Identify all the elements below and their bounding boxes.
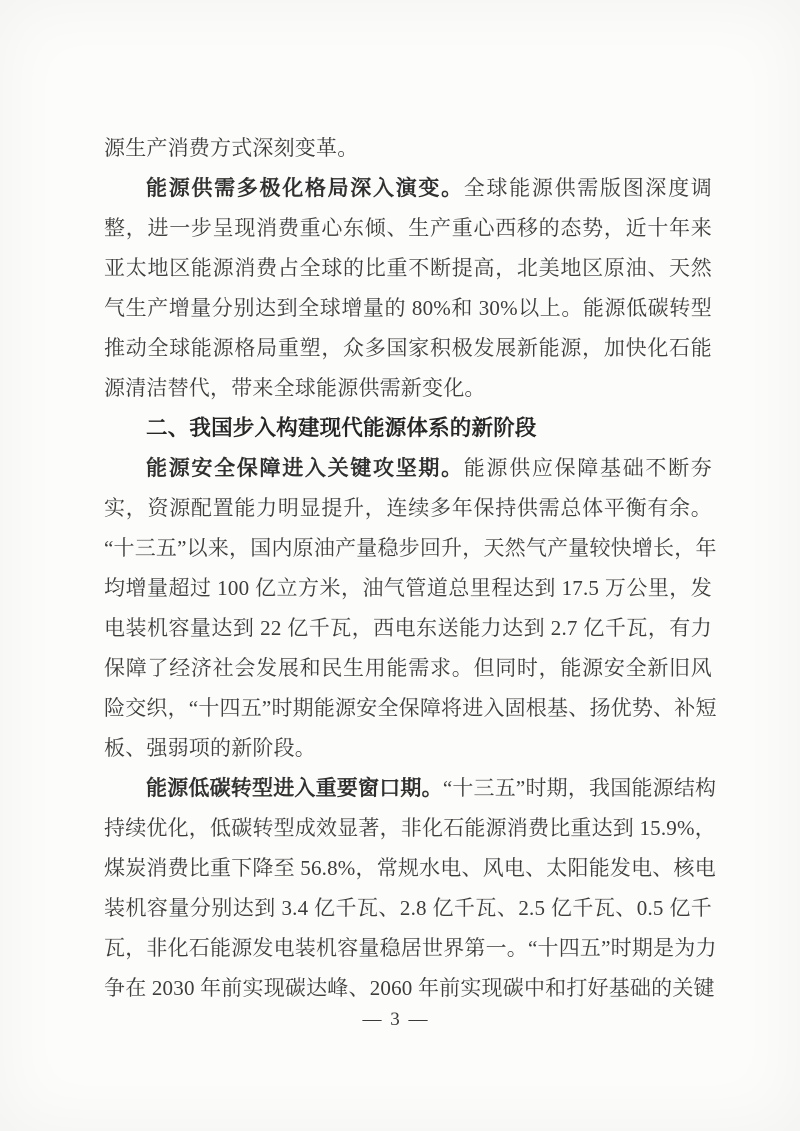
paragraph-text: 煤炭消费比重下降至 56.8%，常规水电、风电、太阳能发电、核电 bbox=[104, 856, 716, 880]
paragraph-text: 板、强弱项的新阶段。 bbox=[104, 736, 316, 760]
paragraph-text: 均增量超过 100 亿立方米，油气管道总里程达到 17.5 万公里，发 bbox=[104, 576, 712, 600]
section-heading bbox=[104, 408, 712, 448]
paragraph-text: 整，进一步呈现消费重心东倾、生产重心西移的态势，近十年来 bbox=[104, 216, 712, 240]
text-line bbox=[104, 208, 712, 248]
paragraph-text: 持续优化，低碳转型成效显著，非化石能源消费比重达到 15.9%， bbox=[104, 816, 716, 840]
paragraph-continuation: 源生产消费方式深刻变革。 bbox=[104, 136, 359, 160]
text-line bbox=[104, 248, 712, 288]
paragraph-text: 瓦，非化石能源发电装机容量稳居世界第一。“十四五”时期是为力 bbox=[104, 936, 717, 960]
text-line bbox=[104, 568, 712, 608]
paragraph-lead: 能源供需多极化格局深入演变。 bbox=[146, 176, 464, 200]
paragraph-text: 险交织，“十四五”时期能源安全保障将进入固根基、扬优势、补短 bbox=[104, 696, 717, 720]
document-body bbox=[104, 128, 717, 1008]
text-line bbox=[104, 648, 712, 688]
paragraph-text: 实，资源配置能力明显提升，连续多年保持供需总体平衡有余。 bbox=[104, 496, 712, 520]
text-line bbox=[104, 448, 712, 488]
paragraph-text: 装机容量分别达到 3.4 亿千瓦、2.8 亿千瓦、2.5 亿千瓦、0.5 亿千 bbox=[104, 896, 712, 920]
text-line bbox=[104, 288, 712, 328]
text-line bbox=[104, 688, 717, 728]
paragraph-text: 电装机容量达到 22 亿千瓦，西电东送能力达到 2.7 亿千瓦，有力 bbox=[104, 616, 712, 640]
paragraph-text: 推动全球能源格局重塑，众多国家积极发展新能源，加快化石能 bbox=[104, 336, 712, 360]
text-line bbox=[104, 728, 712, 768]
text-line bbox=[104, 368, 712, 408]
text-line bbox=[104, 928, 717, 968]
paragraph-text: 全球能源供需版图深度调 bbox=[463, 176, 712, 200]
text-line bbox=[104, 848, 716, 888]
paragraph-text: 保障了经济社会发展和民生用能需求。但同时，能源安全新旧风 bbox=[104, 656, 712, 680]
paragraph-text: 源清洁替代，带来全球能源供需新变化。 bbox=[104, 376, 486, 400]
paragraph-lead: 能源低碳转型进入重要窗口期。 bbox=[146, 776, 443, 800]
text-line bbox=[104, 328, 712, 368]
text-line bbox=[104, 128, 712, 168]
paragraph-lead: 能源安全保障进入关键攻坚期。 bbox=[146, 456, 464, 480]
text-line bbox=[104, 168, 712, 208]
text-line bbox=[104, 808, 716, 848]
paragraph-text: “十三五”以来，国内原油产量稳步回升，天然气产量较快增长，年 bbox=[104, 536, 717, 560]
paragraph-text: 气生产增量分别达到全球增量的 80%和 30%以上。能源低碳转型 bbox=[104, 296, 712, 320]
paragraph-text: 争在 2030 年前实现碳达峰、2060 年前实现碳中和打好基础的关键 bbox=[104, 976, 715, 1000]
paragraph-text: 亚太地区能源消费占全球的比重不断提高，北美地区原油、天然 bbox=[104, 256, 712, 280]
text-line bbox=[104, 528, 717, 568]
paragraph-text: “十三五”时期，我国能源结构 bbox=[442, 776, 717, 800]
text-line bbox=[104, 888, 712, 928]
text-line bbox=[104, 608, 712, 648]
paragraph-text: 能源供应保障基础不断夯 bbox=[463, 456, 712, 480]
text-line bbox=[104, 488, 712, 528]
text-line bbox=[104, 768, 717, 808]
page-number: — 3 — bbox=[362, 1009, 430, 1030]
section-heading-text: 二、我国步入构建现代能源体系的新阶段 bbox=[146, 416, 537, 440]
